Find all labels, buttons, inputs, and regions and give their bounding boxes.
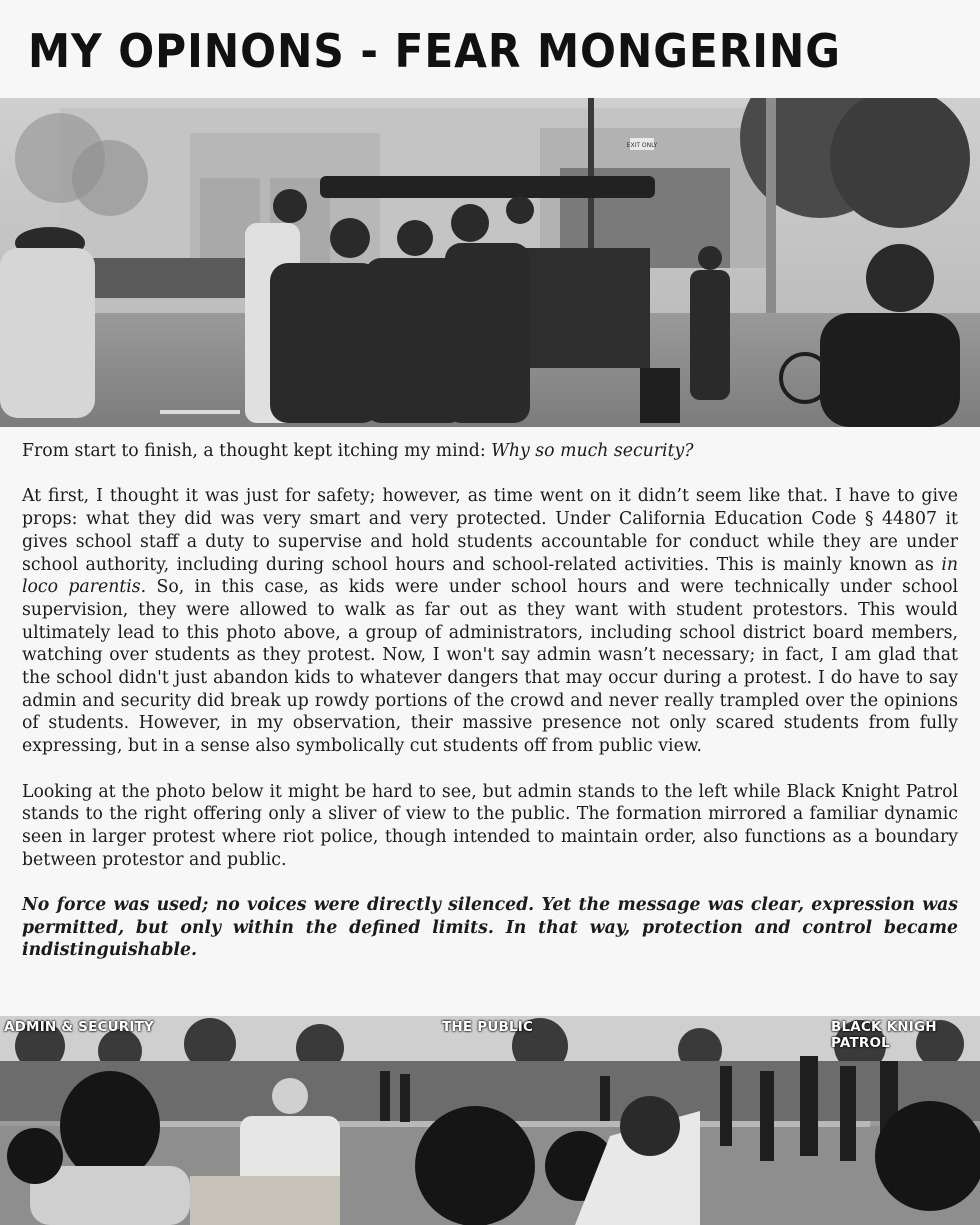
intro-lead: From start to finish, a thought kept itching my mind: [22, 441, 492, 461]
label-admin-security: ADMIN & SECURITY [4, 1019, 154, 1035]
legal-term: in loco parentis. [22, 554, 958, 598]
page-title: MY OPINONS - FEAR MONGERING [28, 24, 841, 78]
label-the-public: THE PUBLIC [442, 1019, 534, 1035]
paragraph-education-code-b: So, in this case, as kids were under school hours and were technically under school supervision, they were allowed to walk as far out as they want with student protestors. This would ultimately lead to this photo above, a group of administrators, including school district board members, watching over students as they protest. Now, I won't say admin wasn’t necessary; in fact, I am glad that the school didn't just abandon kids to whatever dangers that may occur during a protest. I do have to say admin and security did break up rowdy portions of the crowd and never really trampled over the opinions of students. However, in my observation, their massive presence not only scared students from fully expressing, but in a sense also symbolically cut students off from public view. [22, 577, 958, 757]
paragraph-education-code-a: At first, I thought it was just for safety; however, as time went on it didn’t seem like that. I have to give props: what they did was very smart and very protected. Under California Education Code § 44807 it gives school staff a duty to supervise and hold students accountable for conduct while they are under school authority, including during school hours and school-related activities. This is mainly known as [22, 486, 958, 575]
paragraph-intro [22, 440, 958, 463]
exit-sign-text: EXIT ONLY [626, 142, 658, 149]
label-black-knight-patrol: BLACK KNIGH PATROL [831, 1019, 937, 1051]
paragraph-conclusion: No force was used; no voices were directly silenced. Yet the message was clear, expression was permitted, but only within the defined limits. In that way, protection and control became indistinguishable. [22, 895, 958, 961]
intro-question: Why so much security? [491, 441, 694, 461]
paragraph-photo-description: Looking at the photo below it might be hard to see, but admin stands to the left while Black Knight Patrol stands to the right offering only a sliver of view to the public. The formation mirrored a familiar dynamic seen in larger protest where riot police, though intended to maintain order, also functions as a boundary between protestor and public. [22, 781, 958, 870]
top-photo [0, 98, 980, 427]
paragraph-education-code [22, 485, 958, 757]
top-photo-illustration [0, 98, 980, 427]
article-body [22, 440, 958, 962]
